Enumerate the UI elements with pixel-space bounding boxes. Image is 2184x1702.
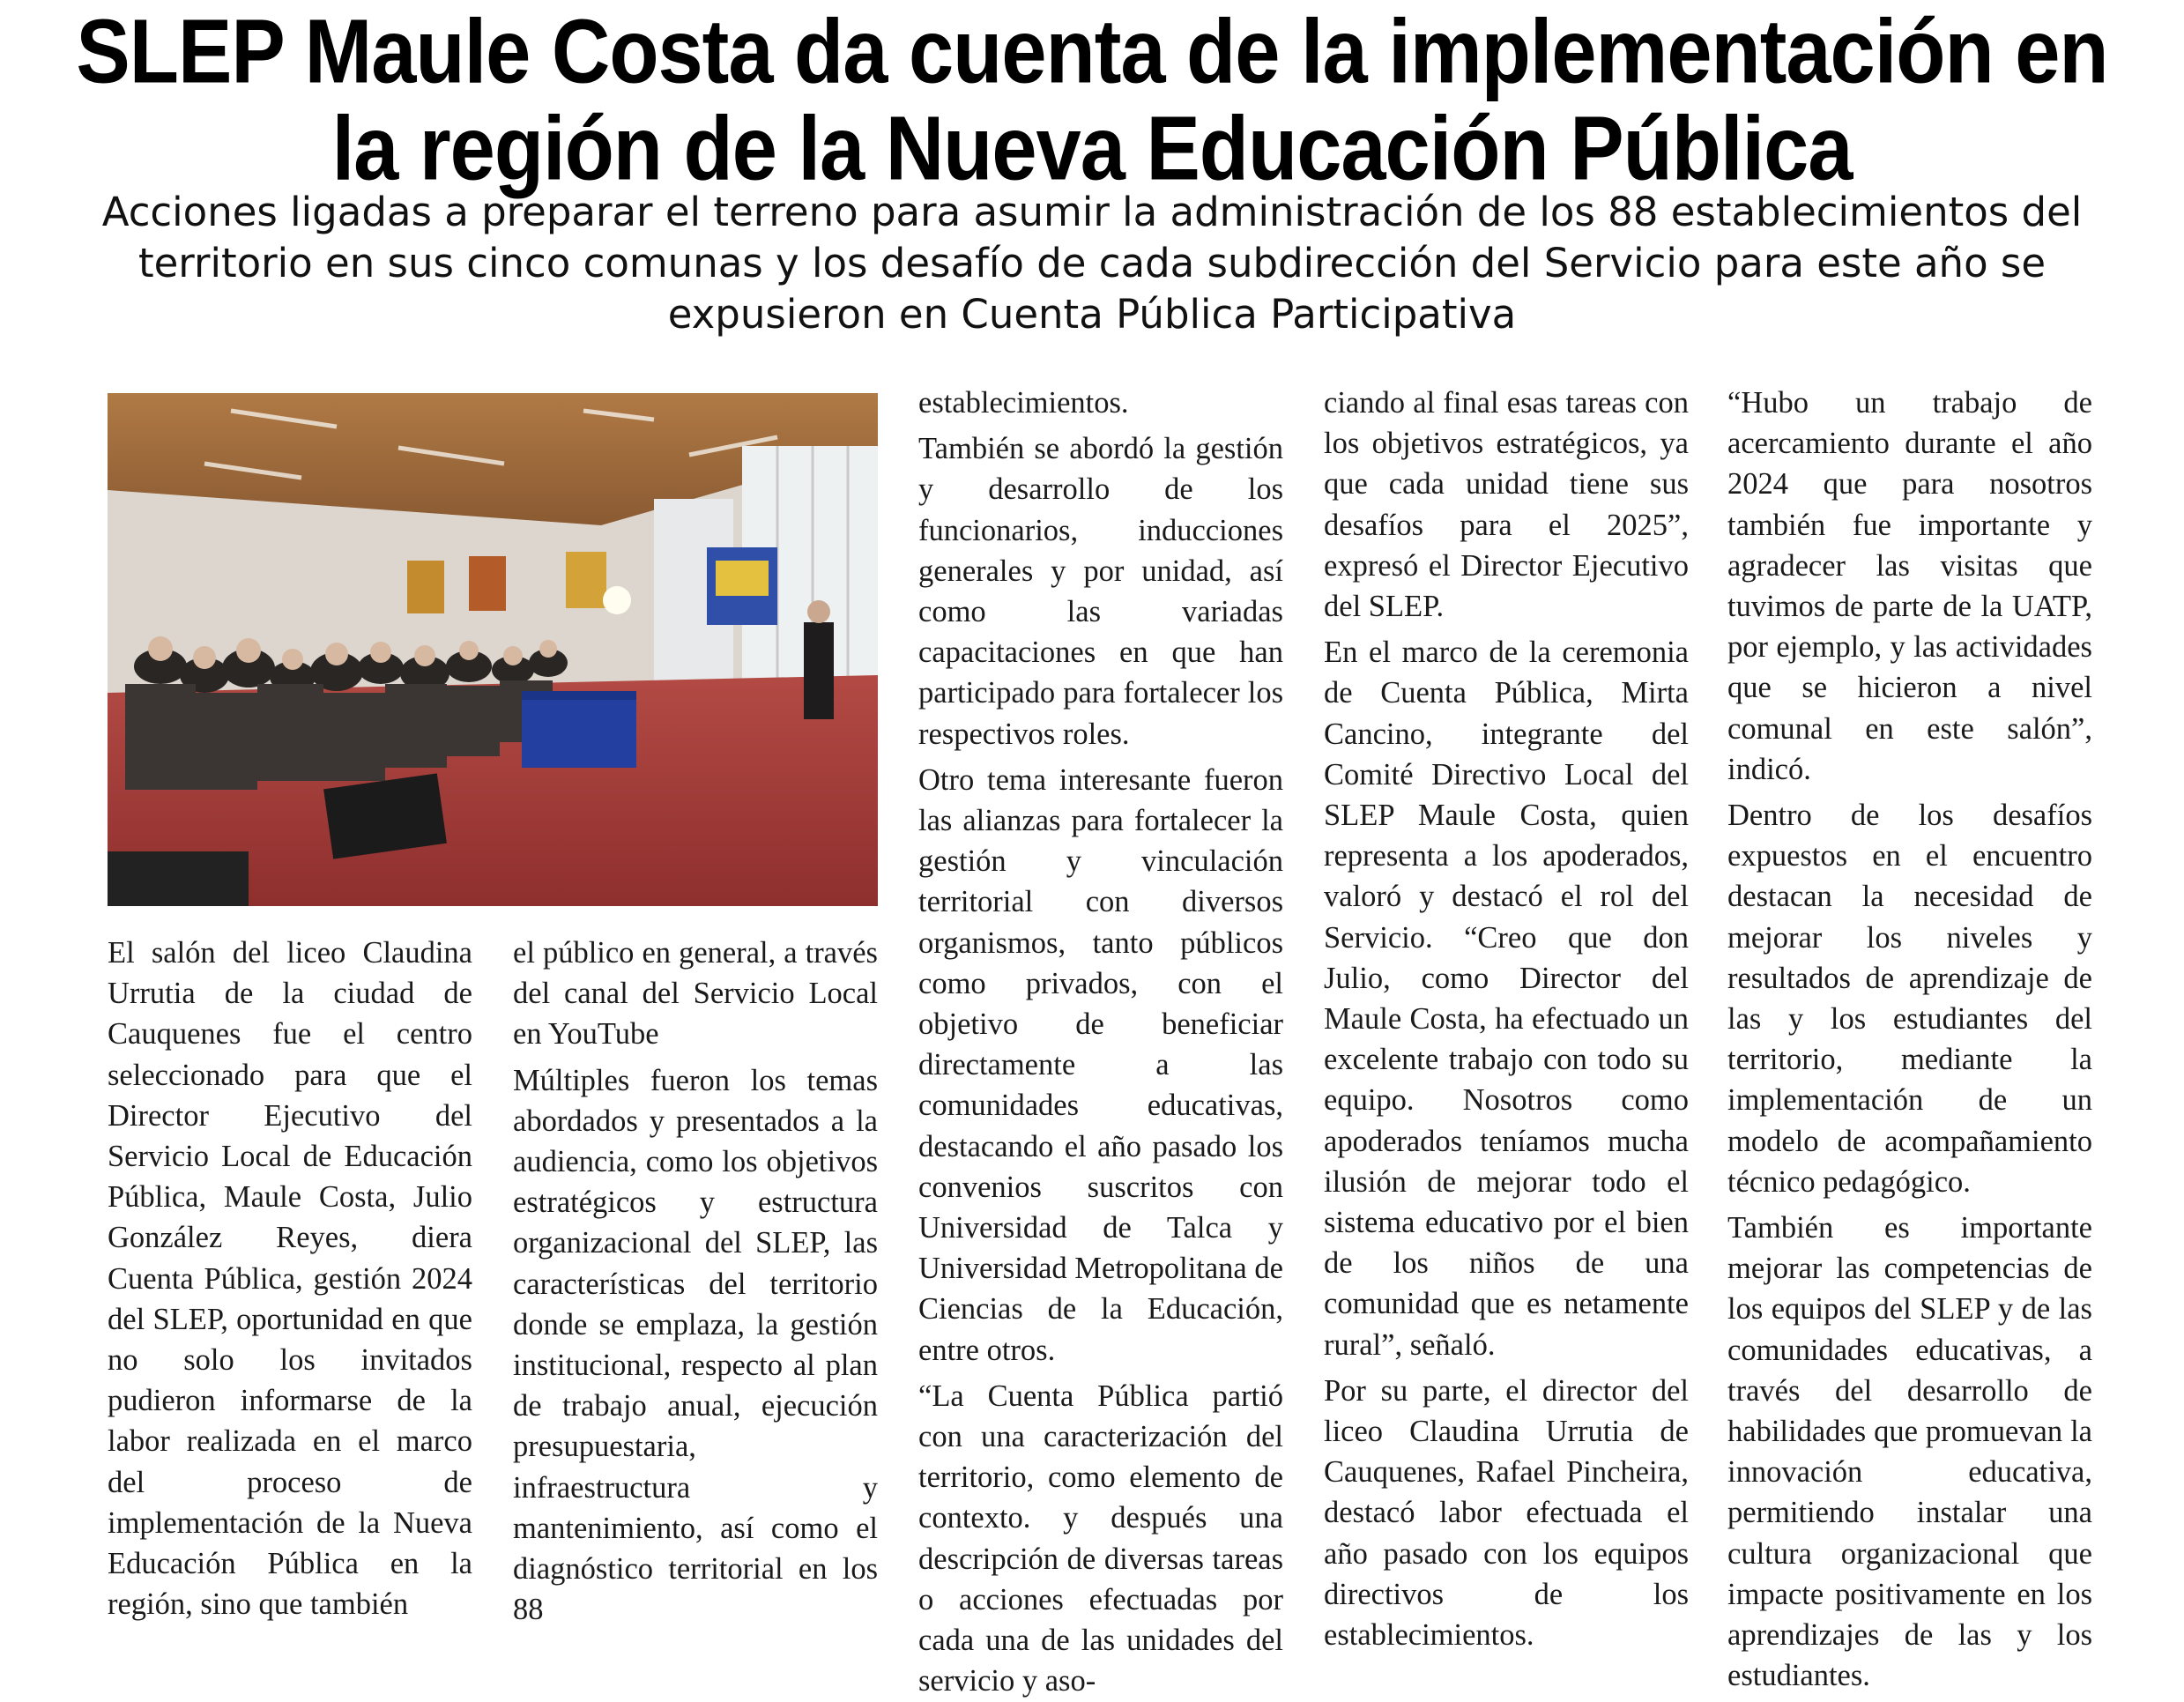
paragraph: establecimientos. (918, 386, 1129, 420)
paragraph: Otro tema interesante fueron las alianzas para fortalecer la gestión y vinculación territorial con diversos organismos, tanto públicos como privados, con el objetivo de beneficiar directamente a las comunidades educativas, destacando el año pasado los convenios suscritos con Universidad de Talca y Universidad Metropolitana de Ciencias de la Educación, entre otros. (918, 762, 1283, 1367)
headline: SLEP Maule Costa da cuenta de la implementación en la región de la Nueva Educación Pública (76, 1, 2108, 199)
article-column-2 (513, 933, 878, 1627)
event-photo-illustration (108, 393, 878, 906)
paragraph: También es importante mejorar las competencias de los equipos del SLEP y de las comunidades educativas, a través del desarrollo de habilidades que promuevan la innovación educativa, permitiendo instalar una cultura organizacional que impacte positivamente en los aprendizajes de las y los estudiantes. (1727, 1211, 2092, 1693)
event-photo (108, 393, 878, 906)
paragraph: El salón del liceo Claudina Urrutia de la ciudad de Cauquenes fue el centro seleccionado para que el Director Ejecutivo del Servicio Local de Educación Pública, Maule Costa, Julio González Reyes, diera Cuenta Pública, gestión 2024 del SLEP, oportunidad en que no solo los invitados pudieron informarse de la labor realizada en el marco del proceso de implementación de la Nueva Educación Pública en la región, sino que también (108, 936, 472, 1622)
article-column-1 (108, 933, 472, 1622)
paragraph: ciando al final esas tareas con los objetivos estratégicos, ya que cada unidad tiene sus desafíos para el 2025”, expresó el Director Ejecutivo del SLEP. (1324, 386, 1689, 624)
article-column-4 (1324, 383, 1689, 1653)
paragraph: Múltiples fueron los temas abordados y presentados a la audiencia, como los objetivos estratégicos y estructura organizacional del SLEP, las características del territorio donde se emplaza, la gestión institucional, respecto al plan de trabajo anual, ejecución presupuestaria, infraestructura y mantenimiento, así como el diagnóstico territorial en los 88 (513, 1063, 878, 1627)
article-column-3 (918, 383, 1283, 1698)
paragraph: Por su parte, el director del liceo Claudina Urrutia de Cauquenes, Rafael Pincheira, destacó labor efectuada el año pasado con los equipos directivos de los establecimientos. (1324, 1373, 1689, 1653)
deck-subtitle: Acciones ligadas a preparar el terreno para asumir la administración de los 88 establecimientos del territorio en sus cinco comunas y los desafío de cada subdirección del Servicio para este año se expusieron en Cuenta Pública Participativa (101, 189, 2083, 338)
paragraph: “Hubo un trabajo de acercamiento durante el año 2024 que para nosotros también fue importante y agradecer las visitas que tuvimos de parte de la UATP, por ejemplo, y las actividades que se hicieron a nivel comunal en este salón”, indicó. (1727, 386, 2092, 786)
paragraph: En el marco de la ceremonia de Cuenta Pública, Mirta Cancino, integrante del Comité Directivo Local del SLEP Maule Costa, quien representa a los apoderados, valoró y destacó el rol del Servicio. “Creo que don Julio, como Director del Maule Costa, ha efectuado un excelente trabajo con todo su equipo. Nosotros como apoderados teníamos mucha ilusión de mejorar todo el sistema educativo por el bien de los niños de una comunidad que es netamente rural”, señaló. (1324, 635, 1689, 1362)
paragraph: Dentro de los desafíos expuestos en el encuentro destacan la necesidad de mejorar los niveles y resultados de aprendizaje de las y los estudiantes del territorio, mediante la implementación de un modelo de acompañamiento técnico pedagógico. (1727, 799, 2092, 1199)
paragraph: También se abordó la gestión y desarrollo de los funcionarios, inducciones generales y por unidad, así como las variadas capacitaciones en que han participado para fortalecer los respectivos roles. (918, 432, 1283, 751)
article-column-5 (1727, 383, 2092, 1693)
paragraph: “La Cuenta Pública partió con una caracterización del territorio, como elemento de contexto. y después una descripción de diversas tareas o acciones efectuadas por cada una de las unidades del servicio y aso- (918, 1379, 1283, 1698)
paragraph: el público en general, a través del canal del Servicio Local en YouTube (513, 936, 878, 1052)
